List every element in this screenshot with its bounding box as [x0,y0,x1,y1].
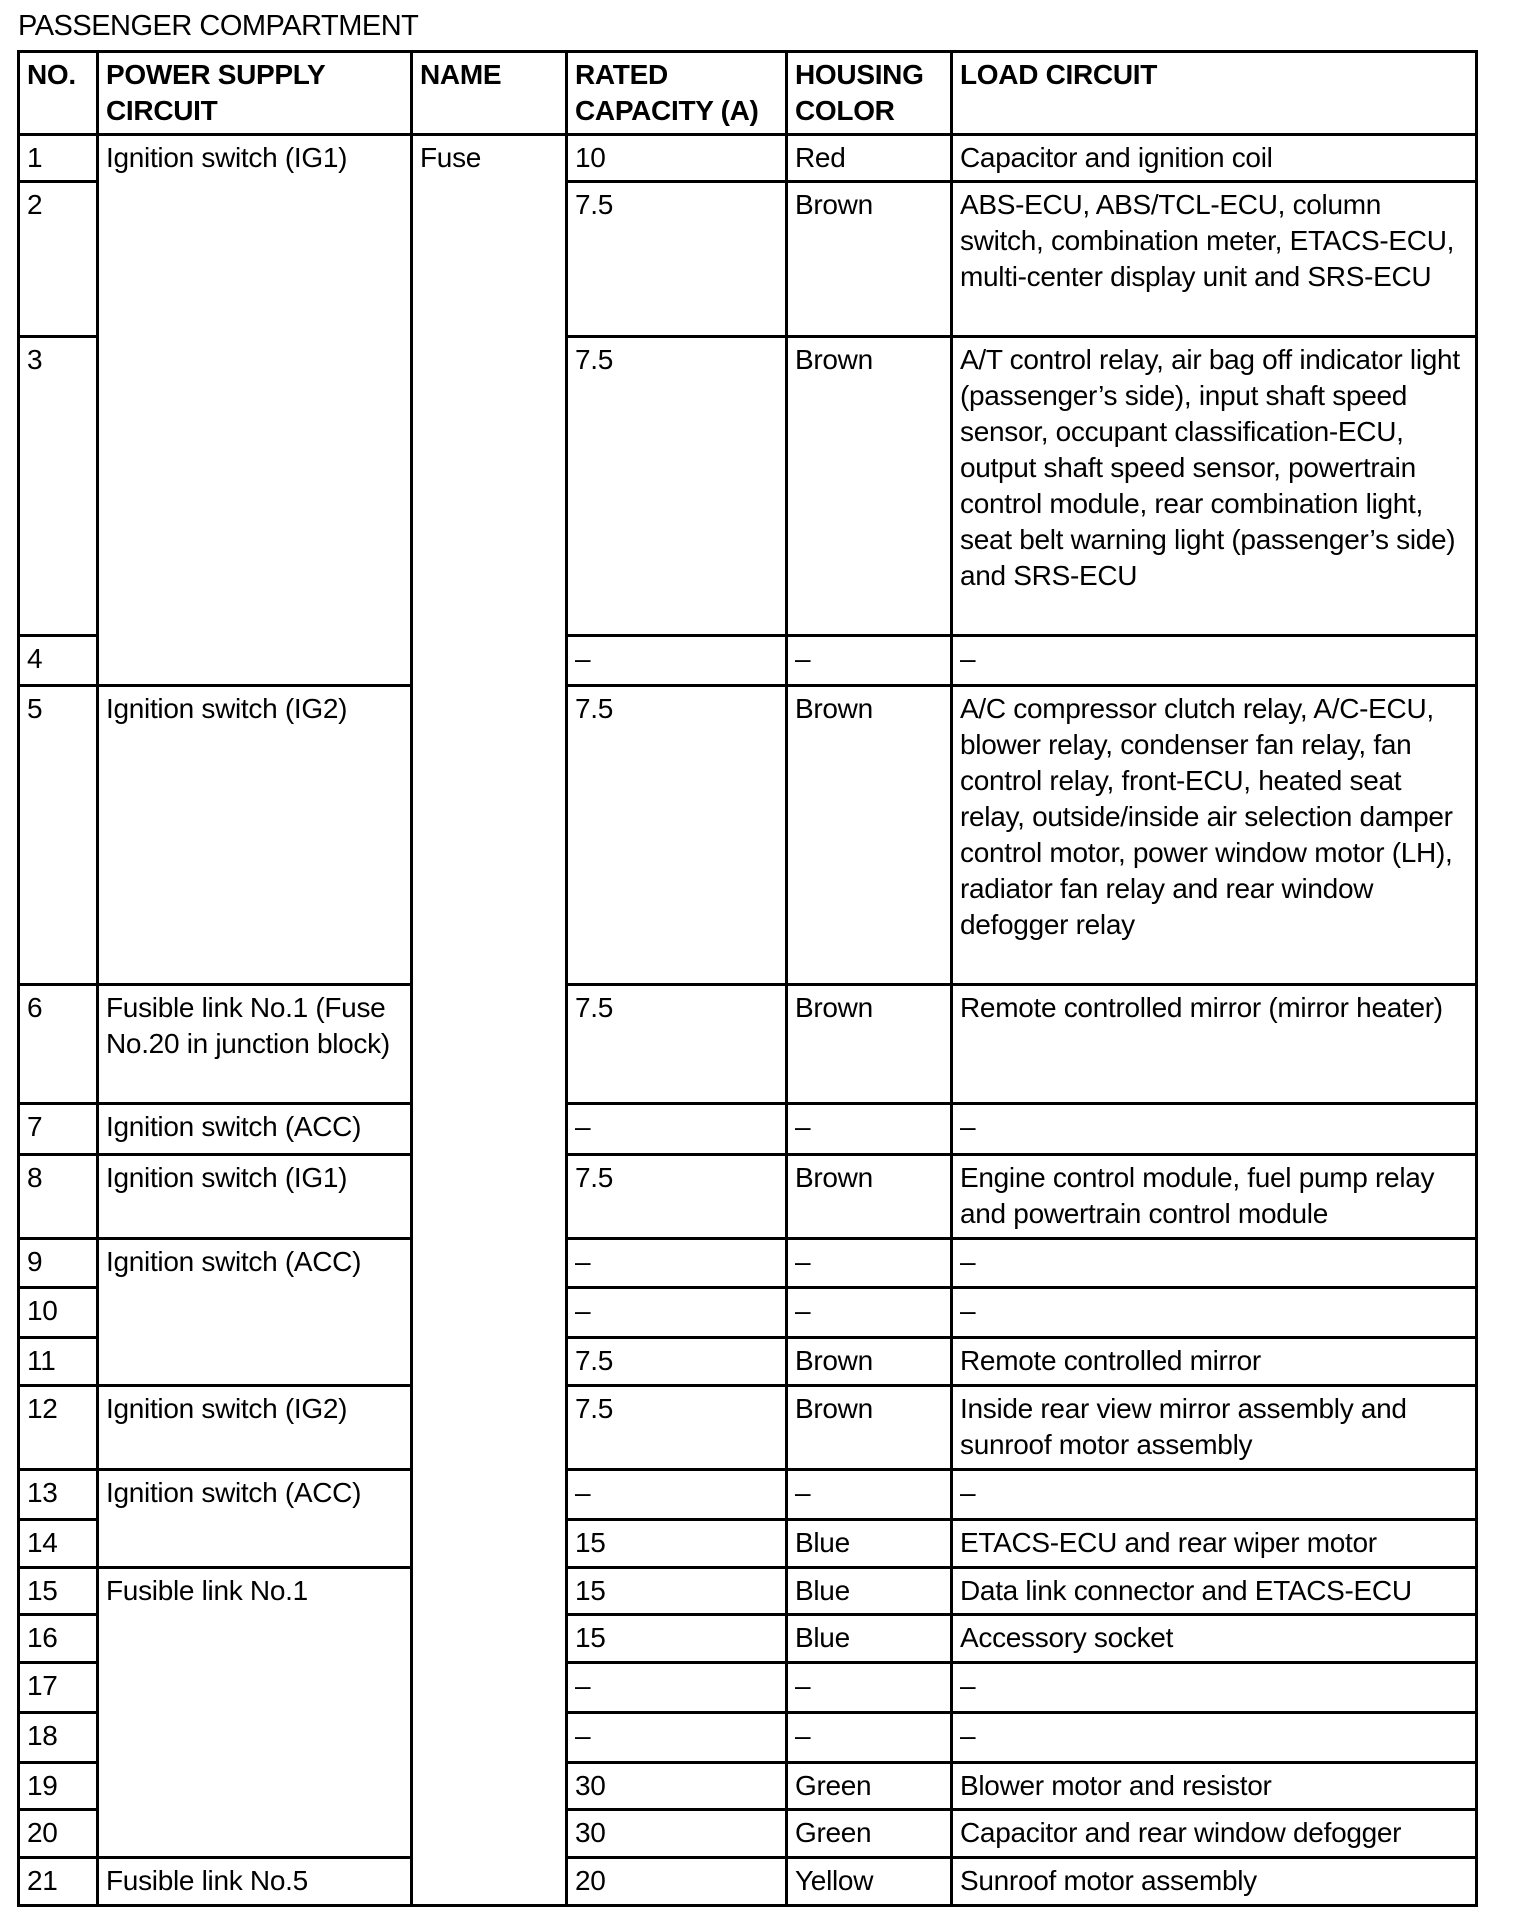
cell-housing-color: Red [787,135,952,182]
cell-load-circuit: Inside rear view mirror assembly and sunroof motor assembly [952,1386,1477,1470]
cell-housing-color: Brown [787,1386,952,1470]
fuse-table [17,50,1478,1907]
cell-housing-color: Brown [787,686,952,985]
cell-no: 21 [19,1858,98,1906]
cell-power-supply: Ignition switch (IG1) [98,1155,412,1239]
cell-load-circuit: A/C compressor clutch relay, A/C-ECU, blower relay, condenser fan relay, fan control relay, front-ECU, heated seat relay, outside/inside air selection damper control motor, power window motor (LH), radiator fan relay and rear window defogger relay [952,686,1477,985]
cell-load-circuit: – [952,1663,1477,1713]
cell-no: 19 [19,1763,98,1810]
cell-load-circuit: – [952,1288,1477,1338]
cell-load-circuit: – [952,1470,1477,1520]
cell-housing-color: – [787,1288,952,1338]
cell-housing-color: Brown [787,337,952,636]
cell-load-circuit: Engine control module, fuel pump relay and powertrain control module [952,1155,1477,1239]
header-power-supply: POWER SUPPLY CIRCUIT [98,52,412,135]
cell-rated-capacity: – [567,1713,787,1763]
cell-rated-capacity: – [567,636,787,686]
cell-load-circuit: ABS-ECU, ABS/TCL-ECU, column switch, combination meter, ETACS-ECU, multi-center display unit and SRS-ECU [952,182,1477,337]
cell-load-circuit: Capacitor and ignition coil [952,135,1477,182]
cell-load-circuit: A/T control relay, air bag off indicator light (passenger’s side), input shaft speed sensor, occupant classification-ECU, output shaft speed sensor, powertrain control module, rear combination light, seat belt warning light (passenger’s side) and SRS-ECU [952,337,1477,636]
cell-no: 12 [19,1386,98,1470]
table-row [19,686,1477,985]
cell-rated-capacity: 7.5 [567,1155,787,1239]
cell-load-circuit: – [952,1239,1477,1288]
cell-housing-color: – [787,1470,952,1520]
table-row [19,1104,1477,1155]
cell-load-circuit: Remote controlled mirror (mirror heater) [952,985,1477,1104]
cell-rated-capacity: – [567,1663,787,1713]
cell-rated-capacity: – [567,1288,787,1338]
cell-no: 8 [19,1155,98,1239]
cell-load-circuit: – [952,636,1477,686]
cell-rated-capacity: 7.5 [567,337,787,636]
cell-load-circuit: – [952,1713,1477,1763]
cell-no: 1 [19,135,98,182]
cell-housing-color: Green [787,1810,952,1858]
table-row [19,1239,1477,1288]
cell-no: 4 [19,636,98,686]
cell-housing-color: Blue [787,1520,952,1568]
cell-rated-capacity: 7.5 [567,182,787,337]
cell-load-circuit: Sunroof motor assembly [952,1858,1477,1906]
cell-housing-color: Blue [787,1568,952,1615]
cell-housing-color: – [787,1713,952,1763]
table-row [19,135,1477,182]
cell-housing-color: Brown [787,1338,952,1386]
cell-no: 3 [19,337,98,636]
header-no: NO. [19,52,98,135]
header-rated-capacity: RATED CAPACITY (A) [567,52,787,135]
cell-housing-color: Green [787,1763,952,1810]
cell-load-circuit: Remote controlled mirror [952,1338,1477,1386]
cell-rated-capacity: 15 [567,1615,787,1663]
cell-no: 18 [19,1713,98,1763]
cell-rated-capacity: 7.5 [567,686,787,985]
cell-no: 6 [19,985,98,1104]
cell-housing-color: Brown [787,985,952,1104]
cell-no: 15 [19,1568,98,1615]
cell-no: 9 [19,1239,98,1288]
cell-no: 5 [19,686,98,985]
cell-no: 17 [19,1663,98,1713]
cell-rated-capacity: – [567,1239,787,1288]
cell-rated-capacity: 30 [567,1810,787,1858]
cell-housing-color: Brown [787,182,952,337]
cell-housing-color: Yellow [787,1858,952,1906]
header-load-circuit: LOAD CIRCUIT [952,52,1477,135]
cell-power-supply: Fusible link No.1 [98,1568,412,1858]
cell-rated-capacity: 7.5 [567,985,787,1104]
cell-no: 10 [19,1288,98,1338]
header-name: NAME [412,52,567,135]
cell-rated-capacity: 20 [567,1858,787,1906]
cell-load-circuit: Blower motor and resistor [952,1763,1477,1810]
table-row [19,985,1477,1104]
cell-rated-capacity: 30 [567,1763,787,1810]
cell-no: 20 [19,1810,98,1858]
cell-power-supply: Ignition switch (ACC) [98,1239,412,1386]
cell-no: 16 [19,1615,98,1663]
cell-housing-color: – [787,1663,952,1713]
cell-name: Fuse [412,135,567,1906]
header-housing-color: HOUSING COLOR [787,52,952,135]
cell-no: 13 [19,1470,98,1520]
table-row [19,1386,1477,1470]
table-row [19,1858,1477,1906]
cell-power-supply: Ignition switch (ACC) [98,1104,412,1155]
cell-rated-capacity: 10 [567,135,787,182]
cell-rated-capacity: – [567,1470,787,1520]
cell-no: 7 [19,1104,98,1155]
cell-rated-capacity: 7.5 [567,1338,787,1386]
cell-no: 2 [19,182,98,337]
cell-load-circuit: Accessory socket [952,1615,1477,1663]
cell-power-supply: Ignition switch (IG2) [98,686,412,985]
cell-load-circuit: – [952,1104,1477,1155]
cell-load-circuit: ETACS-ECU and rear wiper motor [952,1520,1477,1568]
cell-housing-color: – [787,1104,952,1155]
header-row [19,52,1477,135]
section-title: PASSENGER COMPARTMENT [18,10,419,42]
cell-rated-capacity: 15 [567,1520,787,1568]
cell-housing-color: – [787,1239,952,1288]
cell-load-circuit: Capacitor and rear window defogger [952,1810,1477,1858]
table-row [19,1155,1477,1239]
cell-power-supply: Ignition switch (IG2) [98,1386,412,1470]
cell-no: 11 [19,1338,98,1386]
cell-rated-capacity: 15 [567,1568,787,1615]
cell-power-supply: Ignition switch (IG1) [98,135,412,686]
cell-power-supply: Ignition switch (ACC) [98,1470,412,1568]
table-row [19,1568,1477,1615]
cell-power-supply: Fusible link No.5 [98,1858,412,1906]
cell-rated-capacity: 7.5 [567,1386,787,1470]
cell-housing-color: – [787,636,952,686]
cell-housing-color: Brown [787,1155,952,1239]
cell-rated-capacity: – [567,1104,787,1155]
table-row [19,1470,1477,1520]
cell-no: 14 [19,1520,98,1568]
cell-load-circuit: Data link connector and ETACS-ECU [952,1568,1477,1615]
cell-power-supply: Fusible link No.1 (Fuse No.20 in junction block) [98,985,412,1104]
cell-housing-color: Blue [787,1615,952,1663]
